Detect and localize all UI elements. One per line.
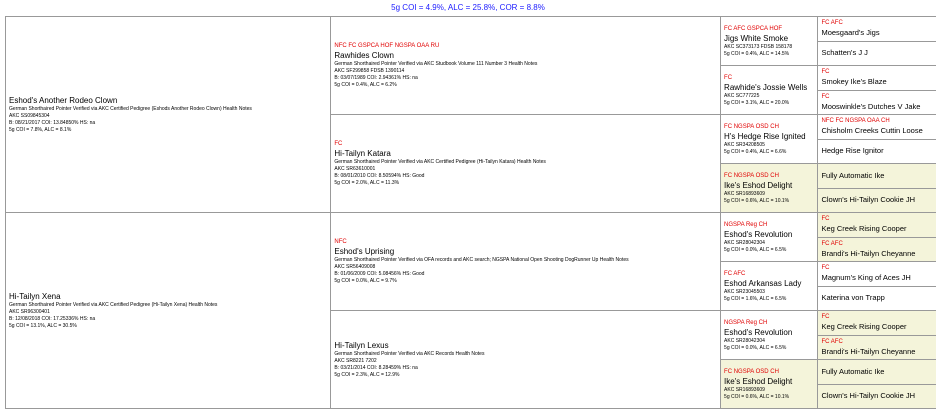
detail-line: 5g COI = 0.4%, ALC = 6.2% [334, 82, 397, 88]
dog-name-link[interactable]: Eshod Arkansas Lady [724, 278, 802, 288]
dog-name-link[interactable]: Keg Creek Rising Cooper [821, 224, 907, 234]
dog-name-link[interactable]: Schatten's J J [821, 48, 868, 58]
dog-name-link[interactable]: Brandi's Hi-Tailyn Cheyanne [821, 346, 916, 356]
title-text: FC AFC [821, 338, 843, 345]
pedigree-cell-g4-8[interactable] [818, 213, 936, 238]
dog-name-link[interactable]: Hi-Tailyn Katara [334, 149, 391, 158]
pedigree-cell-g2-0[interactable] [331, 17, 721, 115]
title-text: NGSPA Reg CH [724, 319, 768, 326]
detail-line: B: 03/21/2014 COI: 8.28459% HS: na [334, 364, 418, 371]
detail-line: 5g COI = 7.8%, ALC = 8.1% [9, 126, 72, 133]
dog-name-link[interactable]: Fully Automatic Ike [821, 366, 885, 376]
pedigree-cell-g2-2[interactable] [331, 213, 721, 311]
detail-line: AKC SC777225 [724, 92, 760, 99]
pedigree-cell-g4-3[interactable] [818, 90, 936, 115]
detail-line: 5g COI = 2.0%, ALC = 11.3% [334, 180, 400, 186]
pedigree-cell-g3-1[interactable] [721, 66, 818, 115]
detail-line: AKC SR8221 7202 [334, 357, 377, 364]
title-text: FC [821, 69, 830, 76]
pedigree-cell-g2-1[interactable] [331, 115, 721, 213]
pedigree-cell-g3-5[interactable] [721, 262, 818, 311]
detail-line: B: 01/06/2009 COI: 5.08456% HS: Good [334, 271, 425, 277]
dog-name-link[interactable]: H's Hedge Rise Ignited [724, 131, 806, 141]
pedigree-cell-g4-10[interactable] [818, 262, 936, 287]
title-text: FC [334, 141, 343, 147]
detail-line: AKC SR16893609 [724, 386, 765, 393]
pedigree-cell-g3-7[interactable] [721, 360, 818, 409]
title-text: FC [724, 74, 733, 81]
title-text: FC AFC [724, 270, 746, 277]
title-text: FC AFC GSPCA HOF [724, 25, 783, 32]
pedigree-summary: 5g COI = 4.9%, ALC = 25.8%, COR = 8.8% [391, 3, 545, 12]
pedigree-cell-g1-1[interactable] [6, 213, 331, 409]
detail-line: AKC SR63610001 [334, 166, 376, 172]
dog-name-link[interactable]: Clown's Hi-Tailyn Cookie JH [821, 391, 915, 401]
detail-line: 5g COI = 0.4%, ALC = 6.6% [724, 148, 787, 155]
pedigree-cell-g4-5[interactable] [818, 139, 936, 164]
detail-line: German Shorthaired Pointer Verified via AKC Certified Pedigree (Hi-Tailyn Katara) Health Notes [334, 159, 546, 165]
title-text: FC NGSPA OSD CH [724, 368, 779, 375]
pedigree-cell-g3-3[interactable] [721, 164, 818, 213]
pedigree-row [6, 213, 936, 238]
detail-line: AKC SS09845304 [9, 112, 50, 119]
detail-line: AKC SR28042304 [724, 337, 765, 344]
title-text: FC AFC [821, 20, 843, 27]
detail-line: AKC SC373173 FDSB 158178 [724, 43, 793, 50]
detail-line: B: 08/01/2010 COI: 8.50594% HS: Good [334, 173, 425, 179]
title-text: NFC [334, 239, 347, 245]
pedigree-cell-g3-4[interactable] [721, 213, 818, 262]
dog-name-link[interactable]: Smokey Ike's Blaze [821, 77, 887, 87]
dog-name-link[interactable]: Hi-Tailyn Lexus [334, 340, 389, 350]
detail-line: German Shorthaired Pointer Verified via OFA records and AKC search; NGSPA National Open Shooting DogRunner Up Health Notes [334, 257, 629, 263]
pedigree-row [6, 17, 936, 42]
dog-name-link[interactable]: Clown's Hi-Tailyn Cookie JH [821, 195, 915, 205]
detail-line: 5g COI = 0.0%, ALC = 6.5% [724, 246, 787, 253]
dog-name-link[interactable]: Hedge Rise Ignitor [821, 146, 884, 156]
dog-name-link[interactable]: Eshod's Another Rodeo Clown [9, 95, 118, 105]
dog-name-link[interactable]: Rawhide's Jossie Wells [724, 82, 808, 92]
dog-name-link[interactable]: Keg Creek Rising Cooper [821, 322, 907, 332]
detail-line: 5g COI = 13.1%, ALC = 30.5% [9, 322, 77, 329]
pedigree-cell-g4-15[interactable] [818, 384, 936, 409]
dog-name-link[interactable]: Ike's Eshod Delight [724, 180, 793, 190]
pedigree-cell-g2-3[interactable] [331, 311, 721, 409]
dog-name-link[interactable]: Magnum's King of Aces JH [821, 273, 911, 283]
detail-line: 5g COI = 0.6%, ALC = 10.1% [724, 393, 790, 400]
dog-name-link[interactable]: Eshod's Revolution [724, 327, 793, 337]
pedigree-cell-g4-0[interactable] [818, 17, 936, 42]
detail-line: 5g COI = 3.1%, ALC = 20.0% [724, 99, 790, 106]
detail-line: German Shorthaired Pointer Verified via AKC Studbook Volume 111 Number 3 Health Notes [334, 61, 538, 67]
title-text: FC NGSPA OSD CH [724, 123, 779, 130]
detail-line: 5g COI = 0.0%, ALC = 9.7% [334, 278, 397, 284]
detail-line: AKC SR96300401 [9, 308, 50, 315]
dog-name-link[interactable]: Hi-Tailyn Xena [9, 291, 61, 301]
title-text: FC [821, 314, 830, 321]
detail-line: AKC SR56409008 [334, 264, 376, 270]
pedigree-cell-g4-4[interactable] [818, 115, 936, 140]
dog-name-link[interactable]: Mooswinkle's Dutches V Jake [821, 101, 921, 111]
detail-line: B: 12/08/2018 COI: 17.25336% HS: na [9, 315, 96, 322]
title-text: FC [821, 93, 830, 100]
detail-line: AKC SR34208505 [724, 141, 765, 148]
pedigree-cell-g4-9[interactable] [818, 237, 936, 262]
detail-line: 5g COI = 0.0%, ALC = 6.5% [724, 344, 787, 351]
dog-name-link[interactable]: Eshod's Revolution [724, 229, 793, 239]
pedigree-cell-g1-0[interactable] [6, 17, 331, 213]
pedigree-cell-g4-14[interactable] [818, 360, 936, 385]
detail-line: German Shorthaired Pointer Verified via AKC Certified Pedigree (Hi-Tailyn Xena) Health Notes [9, 301, 218, 308]
title-text: NFC FC GSPCA HOF NGSPA OAA RU [334, 43, 440, 49]
pedigree-cell-g3-2[interactable] [721, 115, 818, 164]
dog-name-link[interactable]: Jigs White Smoke [724, 33, 789, 43]
title-text: FC AFC [821, 240, 843, 247]
dog-name-link[interactable]: Ike's Eshod Delight [724, 376, 793, 386]
pedigree-table [5, 16, 936, 409]
title-text: NFC FC NGSPA OAA CH [821, 118, 890, 125]
pedigree-cell-g4-1[interactable] [818, 41, 936, 66]
detail-line: 5g COI = 0.4%, ALC = 14.5% [724, 50, 790, 57]
detail-line: 5g COI = 1.6%, ALC = 6.5% [724, 295, 787, 302]
pedigree-cell-g3-0[interactable] [721, 17, 818, 66]
dog-name-link[interactable]: Fully Automatic Ike [821, 170, 885, 180]
pedigree-cell-g4-11[interactable] [818, 286, 936, 311]
dog-name-link[interactable]: Chisholm Creeks Cuttin Loose [821, 126, 923, 136]
detail-line: 5g COI = 0.6%, ALC = 10.1% [724, 197, 790, 204]
pedigree-cell-g4-6[interactable] [818, 164, 936, 189]
pedigree-cell-g4-7[interactable] [818, 188, 936, 213]
detail-line: AKC SR16893609 [724, 190, 765, 197]
pedigree-cell-g4-12[interactable] [818, 311, 936, 336]
dog-name-link[interactable]: Moesgaard's Jigs [821, 28, 880, 38]
pedigree-cell-g4-13[interactable] [818, 335, 936, 360]
detail-line: German Shorthaired Pointer Verified via AKC Records Health Notes [334, 350, 485, 357]
title-text: FC [821, 216, 830, 223]
detail-line: B: 08/21/2017 COI: 13.84850% HS: na [9, 119, 96, 126]
title-text: NGSPA Reg CH [724, 221, 768, 228]
dog-name-link[interactable]: Eshod's Uprising [334, 247, 395, 256]
pedigree-cell-g4-2[interactable] [818, 66, 936, 91]
dog-name-link[interactable]: Rawhides Clown [334, 51, 394, 60]
detail-line: German Shorthaired Pointer Verified via AKC Certified Pedigree (Eshods Another Rodeo Clown) Health Notes [9, 105, 252, 112]
detail-line: 5g COI = 2.3%, ALC = 12.9% [334, 371, 400, 378]
title-text: FC NGSPA OSD CH [724, 172, 779, 179]
detail-line: AKC SR28042304 [724, 239, 765, 246]
detail-line: AKC SR23045503 [724, 288, 765, 295]
dog-name-link[interactable]: Brandi's Hi-Tailyn Cheyanne [821, 248, 916, 258]
dog-name-link[interactable]: Katerina von Trapp [821, 293, 885, 303]
pedigree-cell-g3-6[interactable] [721, 311, 818, 360]
title-text: FC [821, 265, 830, 272]
detail-line: AKC SF299858 FDSB 1390114 [334, 68, 405, 74]
detail-line: B: 03/07/1989 COI: 2.94361% HS: na [334, 75, 418, 81]
